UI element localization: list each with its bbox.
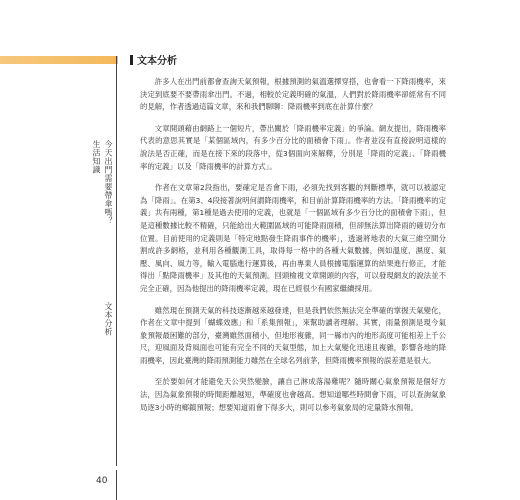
header-color-bar bbox=[0, 56, 118, 64]
sidebar-category-label: 生活知識 bbox=[92, 140, 101, 174]
sidebar-divider-top bbox=[116, 56, 117, 466]
paragraph: 雖然現在預測天氣的科技逐漸越來越發達，但是我們依然無法完全準確的掌握天氣變化，作者在文章中提到「蝴蝶效應」和「系集預報」，來幫助讀者理解。其實，雨量預測是現今氣象預報最困難的部分，臺灣雖然面積小，但地形複雜，同一縣市內的地形高度可能相差上千公尺，迎風面及背風面也可能有完全不同的天氣型態，加上大氣變化迅速且複雜，影響各地的降雨機率，因此臺灣的降雨預測能力雖然在全球名列前茅，但降雨機率預報的誤差還是很大。 bbox=[140, 305, 446, 365]
sidebar-article-title: 今天出門需要帶傘嗎？ bbox=[104, 140, 113, 225]
paragraph: 文章開頭藉由網路上一個短片，帶出關於「降雨機率定義」的爭論。網友提出，降雨機率代表的意思其實是「某個區域內，有多少百分比的面積會下雨」。作者並沒有直接說明這樣的說法是否正確，而是在接下來的段落中，從3個面向來解釋，分別是「降雨的定義」、「降雨機率的定義」以及「降雨機率的計算方式」。 bbox=[140, 123, 446, 171]
section-heading bbox=[130, 52, 177, 67]
sidebar-divider-bottom bbox=[116, 470, 117, 500]
paragraph: 作者在文章第2段指出，要確定是否會下雨，必須先找到客觀的判斷標準，就可以被認定為「降雨」。在第3、4段接著說明何謂降雨機率，和目前計算降雨機率的方法。「降雨機率的定義」共有兩種，第1種是過去使用的定義，也就是「一個區域有多少百分比的面積會下雨」，但是這種數據比較不精確，只能給出大範圍區域的可能降雨面積，但卻無法算出降雨的確切分布位置。目前使用的定義則是「特定地點發生降雨事件的機率」，透過將地表的大氣三維空間分割成許多網格，並利用各種觀測工具，取得每一格中的各種大氣數據，例如溫度、濕度、氣壓、風向、風力等，輸入電腦進行運算後，再由專業人員根據電腦運算的結果進行修正，才能得出「點降雨機率」及其他的天氣預測。回頭檢視文章開頭的內容，可以發現網友的說法並不完全正確，因為他提出的降雨機率定義，現在已經很少有國家繼續採用。 bbox=[140, 183, 446, 293]
sidebar-section-label: 文本分析 bbox=[104, 302, 113, 336]
paragraph: 至於要如何才能避免天公突然變臉，讓自己淋成落湯雞呢？隨時關心氣象預報是個好方法，因為氣象預報的時間距離越短，準確度也會越高。想知道哪些時間會下雨，可以查詢氣象局逐3小時的鄉鎮預報；想要知道雨會下得多大，則可以參考氣象局的定量降水預報。 bbox=[140, 377, 446, 412]
heading-marker-icon bbox=[130, 55, 133, 65]
article-body bbox=[140, 76, 446, 423]
paragraph: 許多人在出門前都會查詢天氣預報，根據預測的氣溫選擇穿搭，也會看一下降雨機率，來決定到底要不要帶雨傘出門。不過，相較於定義明確的氣溫，人們對於降雨機率卻經常有不同的見解，作者透過這篇文章，來和我們聊聊：降雨機率到底在計算什麼？ bbox=[140, 77, 446, 112]
page-number: 40 bbox=[96, 476, 108, 486]
sidebar bbox=[0, 64, 118, 500]
section-heading-text: 文本分析 bbox=[137, 56, 177, 67]
